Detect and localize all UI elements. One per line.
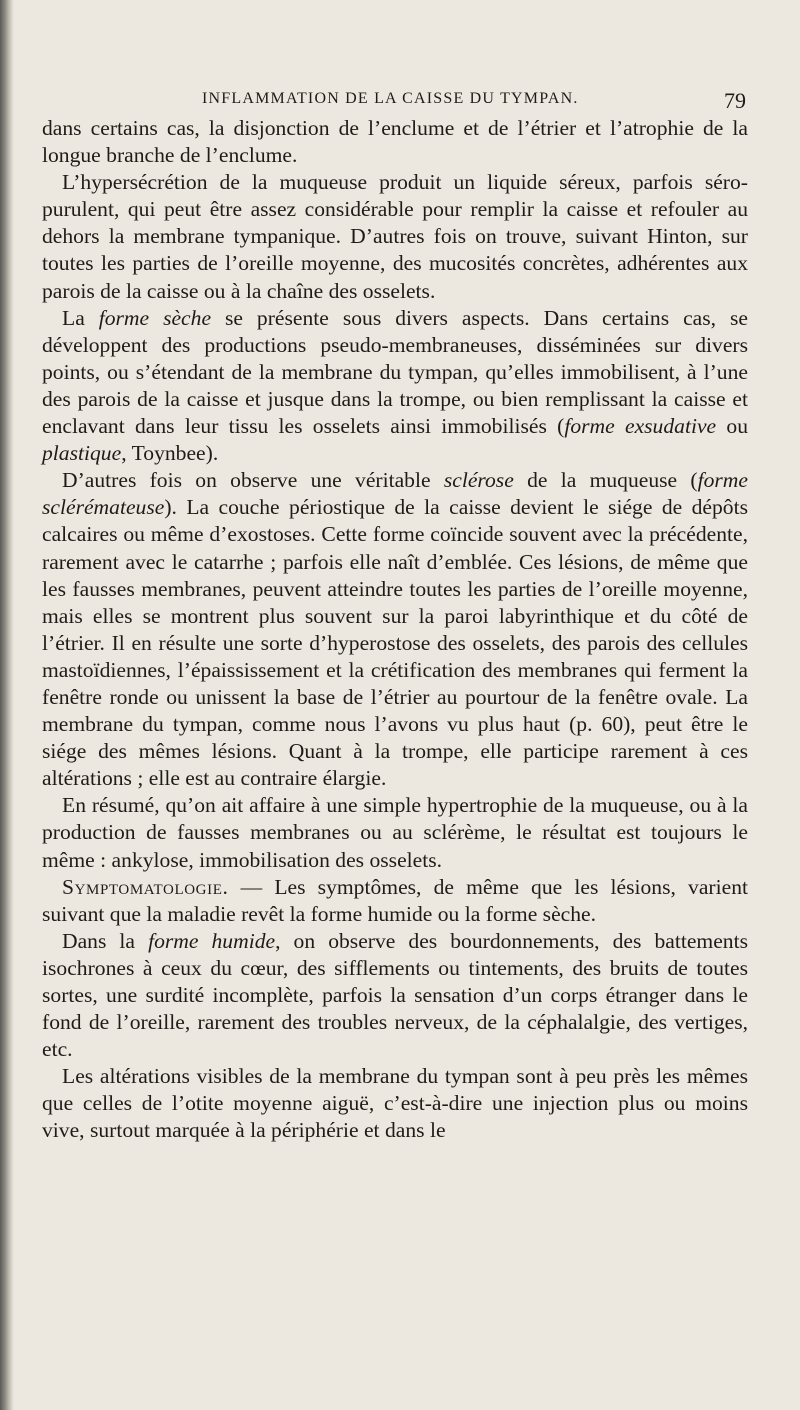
paragraph-6 bbox=[42, 874, 748, 928]
text-run: de la muqueuse ( bbox=[513, 468, 698, 493]
text-run: — Les symptômes, de même que les lésions, varient suivant que la maladie revêt la forme humide ou la forme sèche. bbox=[42, 874, 748, 926]
italic-term: plastique bbox=[42, 441, 122, 466]
paragraph-3 bbox=[42, 305, 748, 468]
text-run: La bbox=[62, 305, 99, 330]
italic-term: sclérose bbox=[443, 468, 514, 493]
text-run: , Toynbee). bbox=[121, 441, 219, 466]
paragraph-2: L’hypersécrétion de la muqueuse produit un liquide séreux, parfois séro-purulent, qui peut être assez considérable pour remplir la caisse et refouler au dehors la membrane tympanique. D’autres fois on trouve, suivant Hinton, sur toutes les parties de l’oreille moyenne, des mucosités concrètes, adhérentes aux parois de la caisse ou à la chaîne des osselets. bbox=[42, 170, 748, 303]
paragraph-5: En résumé, qu’on ait affaire à une simple hypertrophie de la muqueuse, ou à la production de fausses membranes ou au sclérème, le résultat est toujours le même : ankylose, immobilisation des osselets. bbox=[42, 793, 748, 872]
paragraph-8: Les altérations visibles de la membrane du tympan sont à peu près les mêmes que celles de l’otite moyenne aiguë, c’est-à-dire une injection plus ou moins vive, surtout marquée à la périphérie et dans le bbox=[42, 1064, 748, 1143]
running-title: INFLAMMATION DE LA CAISSE DU TYMPAN. bbox=[202, 90, 579, 107]
paragraph-1: dans certains cas, la disjonction de l’enclume et de l’étrier et l’atrophie de la longue branche de l’enclume. bbox=[42, 116, 748, 168]
italic-term: forme humide bbox=[148, 928, 276, 953]
italic-term: forme exsudative bbox=[564, 414, 717, 439]
italic-term: forme sclérémateuse bbox=[42, 468, 748, 520]
text-run: ). La couche périostique de la caisse devient le siége de dépôts calcaires ou même d’exostoses. Cette forme coïncide souvent avec la précédente, rarement avec le catarrhe ; parfois elle naît d’emblée. Ces lésions, de même que les fausses membranes, peuvent atteindre toutes les parties de l’oreille moyenne, mais elles se montrent plus souvent sur la paroi labyrinthique et du côté de l’étrier. Il en résulte une sorte d’hyperostose des osselets, des parois des cellules mastoïdiennes, l’épaississement et la crétification des membranes qui ferment la fenêtre ronde ou unissent la base de l’étrier au pourtour de la fenêtre ovale. La membrane du tympan, comme nous l’avons vu plus haut (p. 60), peut être le siége des mêmes lésions. Quant à la trompe, elle participe rarement à ces altérations ; elle est au contraire élargie. bbox=[42, 495, 748, 791]
text-run: ou bbox=[716, 414, 748, 439]
page-binding-shadow bbox=[0, 0, 14, 1410]
running-header bbox=[0, 88, 800, 112]
text-run: , on observe des bourdonnements, des battements isochrones à ceux du cœur, des sifflements ou tintements, des bruits de toutes sortes, une surdité incomplète, parfois la sensation d’un corps étranger dans le fond de l’oreille, rarement des troubles nerveux, de la céphalalgie, des vertiges, etc. bbox=[42, 928, 749, 1062]
paragraph-4 bbox=[42, 467, 748, 792]
text-run: Dans la bbox=[62, 928, 149, 953]
text-run: se présente sous divers aspects. Dans certains cas, se développent des productions pseudo-membraneuses, disséminées sur divers points, ou s’étendant de la membrane du tympan, qu’elles immobilisent, à l’une des parois de la caisse et jusque dans la trompe, ou bien remplissant la caisse et enclavant dans leur tissu les osselets ainsi immobilisés ( bbox=[42, 305, 748, 439]
section-heading: Symptomatologie. bbox=[62, 874, 229, 899]
text-run: D’autres fois on observe une véritable bbox=[62, 468, 444, 493]
italic-term: forme sèche bbox=[98, 305, 212, 330]
paragraph-7 bbox=[42, 928, 748, 1063]
page-body bbox=[42, 115, 748, 1145]
page-number: 79 bbox=[724, 88, 746, 113]
